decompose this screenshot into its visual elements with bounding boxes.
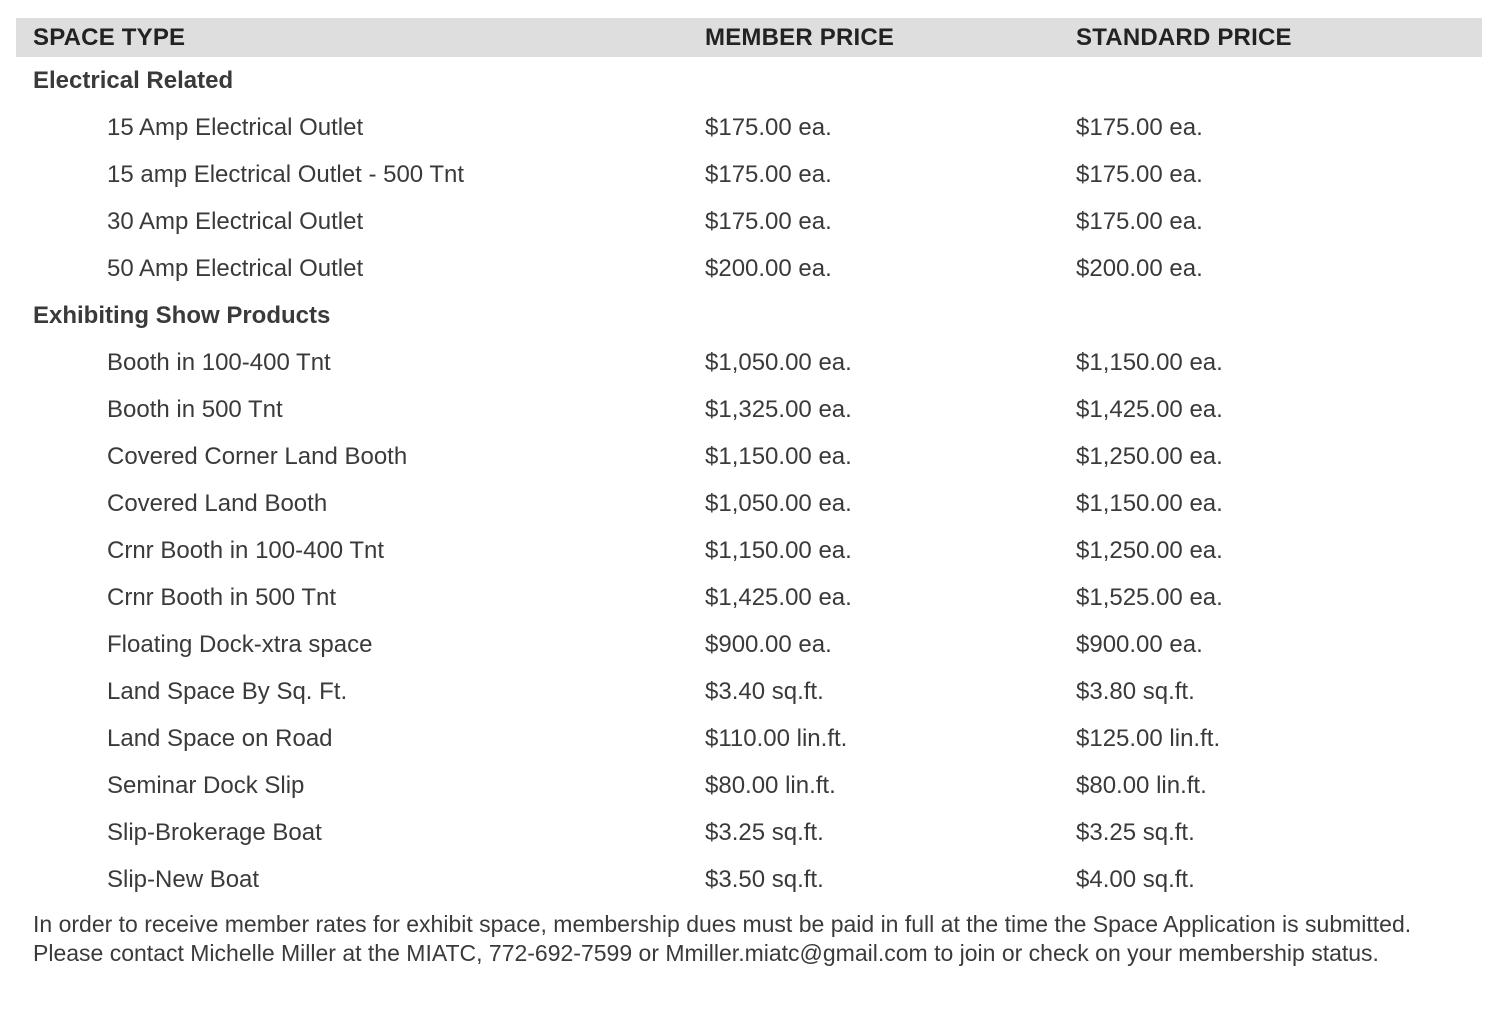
pricing-table [16, 18, 1482, 903]
member-price-cell: $80.00 lin.ft. [705, 771, 836, 799]
space-type-cell: Slip-Brokerage Boat [107, 818, 322, 846]
standard-price-cell: $1,150.00 ea. [1076, 348, 1223, 376]
table-row [16, 198, 1482, 245]
table-row [16, 433, 1482, 480]
table-row [16, 574, 1482, 621]
member-price-cell: $1,050.00 ea. [705, 489, 852, 517]
table-row [16, 856, 1482, 903]
table-row [16, 809, 1482, 856]
member-price-cell: $110.00 lin.ft. [705, 724, 848, 752]
membership-note: In order to receive member rates for exhibit space, membership dues must be paid in full at the time the Space Application is submitted. Please contact Michelle Miller at the MIATC, 772-692-7599 or Mmiller.miatc@gmail.com to join or check on your membership status. [33, 911, 1412, 966]
table-row [16, 245, 1482, 292]
member-price-cell: $1,425.00 ea. [705, 583, 852, 611]
standard-price-cell: $175.00 ea. [1076, 207, 1203, 235]
table-row [16, 104, 1482, 151]
space-type-cell: Crnr Booth in 100-400 Tnt [107, 536, 385, 564]
header-standard-price: STANDARD PRICE [1076, 23, 1292, 51]
member-price-cell: $175.00 ea. [705, 113, 832, 141]
member-price-cell: $175.00 ea. [705, 160, 832, 188]
space-type-cell: Land Space on Road [107, 724, 333, 752]
standard-price-cell: $3.25 sq.ft. [1076, 818, 1195, 846]
standard-price-cell: $200.00 ea. [1076, 254, 1203, 282]
member-price-cell: $1,325.00 ea. [705, 395, 852, 423]
standard-price-cell: $125.00 lin.ft. [1076, 724, 1221, 752]
space-type-cell: 30 Amp Electrical Outlet [107, 207, 364, 235]
space-type-cell: Seminar Dock Slip [107, 771, 305, 799]
space-type-cell: Floating Dock-xtra space [107, 630, 373, 658]
header-space-type: SPACE TYPE [33, 23, 186, 51]
space-type-cell: Crnr Booth in 500 Tnt [107, 583, 337, 611]
member-price-cell: $3.50 sq.ft. [705, 865, 824, 893]
member-price-cell: $1,150.00 ea. [705, 442, 852, 470]
member-price-cell: $175.00 ea. [705, 207, 832, 235]
table-row [16, 668, 1482, 715]
space-type-cell: Covered Land Booth [107, 489, 328, 517]
standard-price-cell: $1,250.00 ea. [1076, 442, 1223, 470]
space-type-cell: 50 Amp Electrical Outlet [107, 254, 364, 282]
space-type-cell: Covered Corner Land Booth [107, 442, 408, 470]
space-type-cell: 15 amp Electrical Outlet - 500 Tnt [107, 160, 465, 188]
space-type-cell: 15 Amp Electrical Outlet [107, 113, 364, 141]
member-price-cell: $3.25 sq.ft. [705, 818, 824, 846]
space-type-cell: Booth in 100-400 Tnt [107, 348, 331, 376]
standard-price-cell: $175.00 ea. [1076, 160, 1203, 188]
space-type-cell: Slip-New Boat [107, 865, 260, 893]
standard-price-cell: $1,525.00 ea. [1076, 583, 1223, 611]
standard-price-cell: $1,150.00 ea. [1076, 489, 1223, 517]
table-row [16, 621, 1482, 668]
table-row [16, 715, 1482, 762]
table-row [16, 762, 1482, 809]
category-label: Exhibiting Show Products [33, 301, 331, 329]
table-header [16, 18, 1482, 57]
category-label: Electrical Related [33, 66, 234, 94]
standard-price-cell: $80.00 lin.ft. [1076, 771, 1207, 799]
space-type-cell: Land Space By Sq. Ft. [107, 677, 348, 705]
member-price-cell: $900.00 ea. [705, 630, 832, 658]
table-row [16, 339, 1482, 386]
member-price-cell: $1,150.00 ea. [705, 536, 852, 564]
table-body [16, 57, 1482, 903]
table-row [16, 527, 1482, 574]
header-member-price: MEMBER PRICE [705, 23, 895, 51]
category-row [16, 57, 1482, 104]
table-row [16, 151, 1482, 198]
standard-price-cell: $900.00 ea. [1076, 630, 1203, 658]
category-row [16, 292, 1482, 339]
standard-price-cell: $4.00 sq.ft. [1076, 865, 1195, 893]
header-row [16, 18, 1482, 57]
space-type-cell: Booth in 500 Tnt [107, 395, 283, 423]
member-price-cell: $1,050.00 ea. [705, 348, 852, 376]
member-price-cell: $3.40 sq.ft. [705, 677, 824, 705]
standard-price-cell: $175.00 ea. [1076, 113, 1203, 141]
table-row [16, 480, 1482, 527]
standard-price-cell: $1,425.00 ea. [1076, 395, 1223, 423]
standard-price-cell: $3.80 sq.ft. [1076, 677, 1195, 705]
table-row [16, 386, 1482, 433]
standard-price-cell: $1,250.00 ea. [1076, 536, 1223, 564]
member-price-cell: $200.00 ea. [705, 254, 832, 282]
